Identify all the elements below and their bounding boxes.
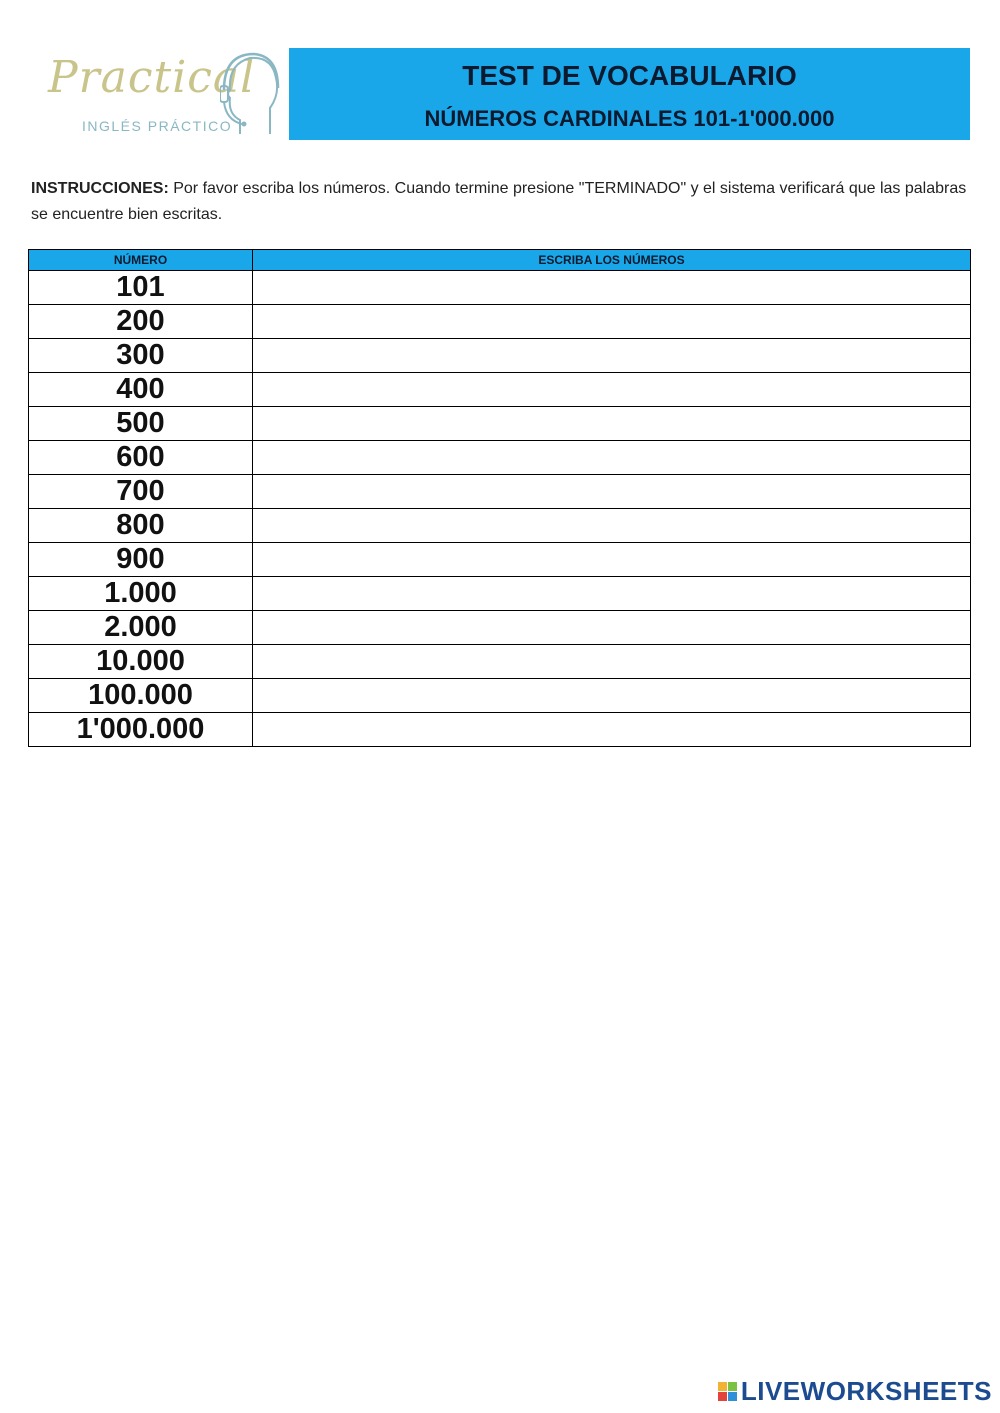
answer-input[interactable] [253,373,970,406]
answer-cell [253,577,971,611]
answer-cell [253,611,971,645]
answer-cell [253,407,971,441]
liveworksheets-icon [718,1382,737,1401]
answer-input[interactable] [253,611,970,644]
table-row [29,713,971,747]
answer-input[interactable] [253,271,970,304]
answer-input[interactable] [253,713,970,746]
table-row [29,373,971,407]
instructions [31,176,971,228]
number-cell: 900 [29,543,253,577]
table-row [29,611,971,645]
number-cell: 800 [29,509,253,543]
table-row [29,577,971,611]
table-row [29,441,971,475]
table-row [29,645,971,679]
page-subtitle: NÚMEROS CARDINALES 101-1'000.000 [424,106,835,131]
number-cell: 2.000 [29,611,253,645]
answer-input[interactable] [253,407,970,440]
table-row [29,305,971,339]
practical-logo [40,48,285,143]
answer-cell [253,339,971,373]
headset-head-icon [220,50,282,138]
instructions-text: Por favor escriba los números. Cuando termine presione "TERMINADO" y el sistema verificará que las palabras se encuentre bien escritas. [31,180,967,223]
answer-cell [253,679,971,713]
answer-input[interactable] [253,543,970,576]
number-cell: 500 [29,407,253,441]
number-cell: 600 [29,441,253,475]
logo-subtitle: INGLÉS PRÁCTICO [82,118,233,134]
answer-cell [253,441,971,475]
logo-script-text: Practical [48,52,256,103]
answer-input[interactable] [253,679,970,712]
page-title: TEST DE VOCABULARIO [462,60,797,91]
table-row [29,475,971,509]
numbers-table [28,249,971,747]
answer-cell [253,271,971,305]
number-cell: 200 [29,305,253,339]
number-cell: 100.000 [29,679,253,713]
liveworksheets-brand: LIVEWORKSHEETS [740,1376,992,1406]
number-cell: 300 [29,339,253,373]
instructions-label: INSTRUCCIONES: [31,180,169,197]
table-row [29,543,971,577]
number-cell: 400 [29,373,253,407]
number-cell: 1.000 [29,577,253,611]
answer-cell [253,475,971,509]
answer-cell [253,373,971,407]
answer-cell [253,543,971,577]
table-row [29,271,971,305]
answer-input[interactable] [253,305,970,338]
answer-cell [253,645,971,679]
header-banner [289,48,970,140]
answer-cell [253,713,971,747]
answer-input[interactable] [253,339,970,372]
table-row [29,679,971,713]
table-row [29,509,971,543]
number-cell: 700 [29,475,253,509]
table-row [29,339,971,373]
number-cell: 101 [29,271,253,305]
answer-input[interactable] [253,475,970,508]
answer-input[interactable] [253,509,970,542]
column-header-write: ESCRIBA LOS NÚMEROS [253,250,971,271]
table-row [29,407,971,441]
number-cell: 10.000 [29,645,253,679]
number-cell: 1'000.000 [29,713,253,747]
column-header-number: NÚMERO [29,250,253,271]
answer-cell [253,509,971,543]
liveworksheets-footer [718,1376,992,1407]
answer-input[interactable] [253,645,970,678]
answer-input[interactable] [253,577,970,610]
answer-cell [253,305,971,339]
table-header-row [29,250,971,271]
answer-input[interactable] [253,441,970,474]
